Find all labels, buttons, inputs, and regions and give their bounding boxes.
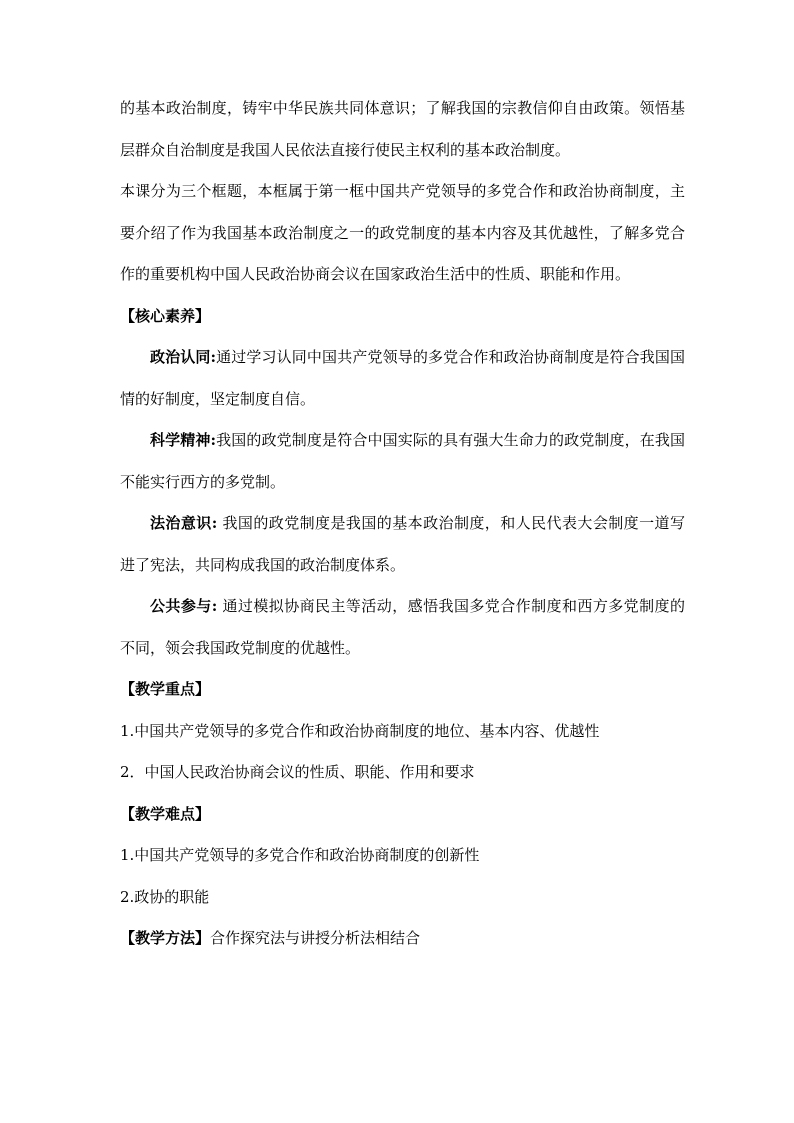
- core-literacy-text: 通过模拟协商民主等活动，感悟我国多党合作制度和西方多党制度的不同，领会我国政党制度的优越性。: [120, 597, 685, 657]
- key-point-item: 1.中国共产党领导的多党合作和政治协商制度的地位、基本内容、优越性: [120, 721, 600, 740]
- core-literacy-text: 我国的政党制度是我国的基本政治制度，和人民代表大会制度一道写进了宪法，共同构成我国的政治制度体系。: [120, 514, 685, 574]
- key-points-heading: 【教学重点】: [120, 680, 211, 698]
- intro-paragraph-2: 本课分为三个框题，本框属于第一框中国共产党领导的多党合作和政治协商制度，主要介绍了作为我国基本政治制度之一的政党制度的基本内容及其优越性，了解多党合作的重要机构中国人民政治协商会议在国家政治生活中的性质、职能和作用。: [120, 182, 685, 283]
- methods-line: [120, 918, 685, 960]
- document-body: [120, 88, 685, 960]
- core-literacy-term: 科学精神:: [150, 431, 217, 449]
- core-literacy-term: 公共参与:: [150, 597, 218, 615]
- core-literacy-heading: 【核心素养】: [120, 306, 211, 325]
- methods-heading: 【教学方法】: [120, 929, 211, 947]
- core-literacy-text: 通过学习认同中国共产党领导的多党合作和政治协商制度是符合我国国情的好制度，坚定制度自信。: [120, 348, 685, 408]
- core-literacy-term: 政治认同:: [150, 348, 217, 366]
- intro-paragraph-1: 的基本政治制度，铸牢中华民族共同体意识；了解我国的宗教信仰自由政策。领悟基层群众自治制度是我国人民依法直接行使民主权利的基本政治制度。: [120, 99, 685, 159]
- core-literacy-item-public-participation: [120, 586, 685, 669]
- core-literacy-item-scientific-spirit: [120, 420, 685, 503]
- methods-text: 合作探究法与讲授分析法相结合: [210, 929, 421, 947]
- core-literacy-item-rule-of-law: [120, 503, 685, 586]
- core-literacy-text: 我国的政党制度是符合中国实际的具有强大生命力的政党制度，在我国不能实行西方的多党制。: [120, 431, 685, 491]
- core-literacy-item-political-identity: [120, 337, 685, 420]
- difficulty-item: 2.政协的职能: [120, 887, 210, 906]
- key-point-item: 2．中国人民政治协商会议的性质、职能、作用和要求: [120, 763, 475, 781]
- difficulty-item: 1.中国共产党领导的多党合作和政治协商制度的创新性: [120, 846, 480, 864]
- core-literacy-term: 法治意识:: [150, 514, 218, 532]
- difficulties-heading: 【教学难点】: [120, 804, 211, 823]
